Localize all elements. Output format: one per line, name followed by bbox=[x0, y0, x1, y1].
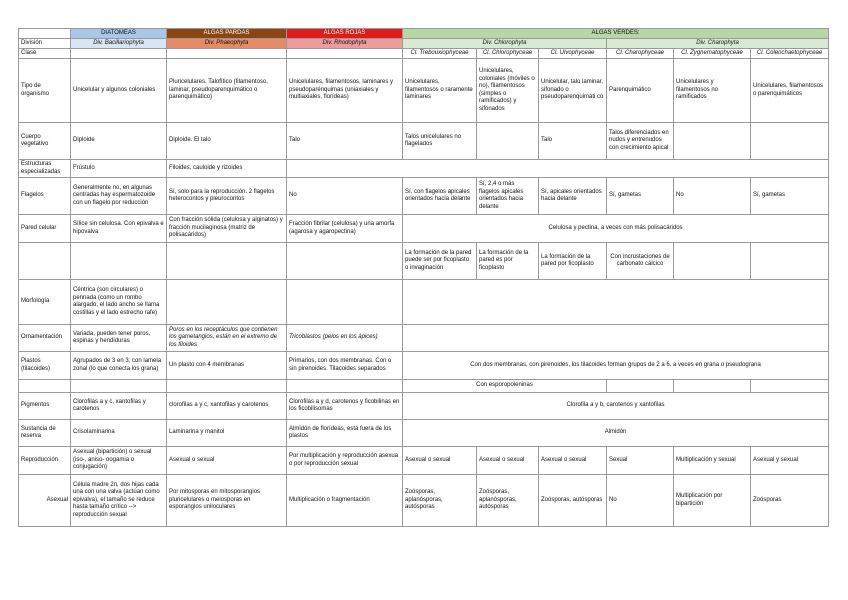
row-label-reserva: Sustancia de reserva bbox=[19, 420, 71, 447]
row-label-clase: Clase bbox=[19, 49, 71, 59]
flagelos-charophyceae: Sí, gametas bbox=[607, 178, 674, 215]
cuerpo-charophyceae: Talos diferenciados en nudos y entrenudos con crecimiento apical bbox=[607, 123, 674, 160]
pared-row bbox=[19, 215, 829, 243]
flagelos-ulvophyceae: Sí, apicales orientados hacia delante bbox=[539, 178, 607, 215]
flagelos-trebouxiophyceae: Sí, con flagelos apicales orientados hacia delante bbox=[403, 178, 477, 215]
algae-comparison-table bbox=[18, 28, 829, 527]
reproduccion-charophyceae: Sexual bbox=[607, 447, 674, 475]
division-charophyta: Div. Charophyta bbox=[607, 39, 829, 49]
header-algas-pardas: ALGAS PARDAS bbox=[167, 29, 287, 39]
clase-coleochaetophyceae: Cl. Coleochaetophyceae bbox=[751, 49, 829, 59]
pigmentos-verdes: Clorofila a y b, carotenos y xantofilas bbox=[403, 393, 829, 420]
row-label-flagelos: Flagelos bbox=[19, 178, 71, 215]
row-label-asexual: Asexual bbox=[19, 475, 71, 527]
cuerpo-coleochaetophyceae bbox=[751, 123, 829, 160]
asexual-trebouxiophyceae: Zoósporas, aplanósporas, autósporas bbox=[403, 475, 477, 527]
reproduccion-row bbox=[19, 447, 829, 475]
pared-rojas: Fracción fibrilar (celulosa) y una amorfa (agarosa y agaropectina) bbox=[287, 215, 403, 243]
pigmentos-row bbox=[19, 393, 829, 420]
clase-rojas bbox=[287, 49, 403, 59]
pigmentos-rojas: Clorofilas a y d, carotenos y ficobilinas en los ficobilisomas bbox=[287, 393, 403, 420]
tipo-diatomeas: Unicelular y algunos coloniales bbox=[71, 59, 167, 123]
reserva-row bbox=[19, 420, 829, 447]
estructuras-diatomeas: Frústulo bbox=[71, 160, 167, 178]
morfologia-verdes bbox=[403, 280, 829, 325]
flagelos-diatomeas: Generalmente no, en algunas centradas hay espermatozoide con un flagelo por reducción bbox=[71, 178, 167, 215]
asexual-row bbox=[19, 475, 829, 527]
asexual-pardas: Por mitosporas en mitosporangios pluricelulares o meiosporas en esporangios uniloculares bbox=[167, 475, 287, 527]
row-label-ornamentacion: Ornamentación bbox=[19, 325, 71, 352]
asexual-ulvophyceae: Zoósporas, autósporas bbox=[539, 475, 607, 527]
asexual-coleochaetophyceae: Zoósporas bbox=[751, 475, 829, 527]
morfologia-diatomeas: Céntrica (son circulares) o pennada (como un rombo alargado, el lado ancho se llama costillas y el lado estrecho rafe) bbox=[71, 280, 167, 325]
division-pardas: Div. Phaeophyta bbox=[167, 39, 287, 49]
clase-trebouxiophyceae: Cl. Trebouxiophyceae bbox=[403, 49, 477, 59]
ornamentacion-rojas: Tricoblastos (pelos en los ápices) bbox=[287, 325, 403, 352]
group-header-row bbox=[19, 29, 829, 39]
clase-chlorophyceae: Cl. Chlorophyceae bbox=[477, 49, 539, 59]
row-label-reproduccion: Reproducción bbox=[19, 447, 71, 475]
clase-charophyceae: Cl. Charophyceae bbox=[607, 49, 674, 59]
reproduccion-diatomeas: Asexual (bipartición) o sexual (iso-, aniso- oogamia o conjugación) bbox=[71, 447, 167, 475]
esporopoleninas-label bbox=[19, 380, 71, 393]
plastos-rojas: Primarios, con dos membranas. Con o sin pirenoides. Tilacoides separados bbox=[287, 352, 403, 380]
reserva-diatomeas: Crisolaminarina bbox=[71, 420, 167, 447]
cuerpo-zygnematophyceae bbox=[674, 123, 751, 160]
pared-extra-coleochaetophyceae bbox=[751, 243, 829, 280]
pigmentos-diatomeas: Clorofilas a y c, xantofilas y carotenos bbox=[71, 393, 167, 420]
flagelos-rojas: No bbox=[287, 178, 403, 215]
ornamentacion-pardas: Poros en los receptáculos que contienen los gametangios, están en el extremo de los filoides bbox=[167, 325, 287, 352]
flagelos-pardas: Sí, solo para la reproducción. 2 flagelos heterocontos y pleurocontos bbox=[167, 178, 287, 215]
clase-ulvophyceae: Cl. Ulvophyceae bbox=[539, 49, 607, 59]
row-label-morfologia: Morfología bbox=[19, 280, 71, 325]
estructuras-pardas: Filoides, cauloide y rizoides bbox=[167, 160, 287, 178]
cuerpo-row bbox=[19, 123, 829, 160]
tipo-pardas: Pluricelulares. Talofítico (filamentoso, laminar, pseudoparenquimático o parenquimático) bbox=[167, 59, 287, 123]
tipo-rojas: Unicelulares, filamentosos, laminares y pseudoparénquimas (uniaxiales y multiaxiales, florídeas) bbox=[287, 59, 403, 123]
reproduccion-rojas: Por multiplicación y reproducción asexua o por reproducción sexual bbox=[287, 447, 403, 475]
tipo-coleochaetophyceae: Unicelulares, filamentosos o parenquimáticos bbox=[751, 59, 829, 123]
plastos-diatomeas: Agrupados de 3 en 3, con lamela zonal (lo que conecta los grana) bbox=[71, 352, 167, 380]
cuerpo-diatomeas: Diploide bbox=[71, 123, 167, 160]
pared-extra-pardas bbox=[167, 243, 287, 280]
row-label-estructuras: Estructuras especializadas bbox=[19, 160, 71, 178]
esporopoleninas-rojas bbox=[287, 380, 403, 393]
division-rojas: Div. Rhodophyta bbox=[287, 39, 403, 49]
esporopoleninas-zygnematophyceae bbox=[674, 380, 751, 393]
pared-verdes: Celulosa y pectina, a veces con más polisacáridos bbox=[403, 215, 829, 243]
flagelos-coleochaetophyceae: Sí, gametas bbox=[751, 178, 829, 215]
esporopoleninas-diatomeas bbox=[71, 380, 167, 393]
corner-cell bbox=[19, 29, 71, 39]
asexual-chlorophyceae: Zoósporas, aplanósporas, autósporas bbox=[477, 475, 539, 527]
esporopoleninas-chlorophyta: Con esporopoleninas bbox=[403, 380, 607, 393]
pared-extra-zygnematophyceae bbox=[674, 243, 751, 280]
reserva-pardas: Laminarina y manitol bbox=[167, 420, 287, 447]
esporopoleninas-pardas bbox=[167, 380, 287, 393]
row-label-tipo: Tipo de organismo bbox=[19, 59, 71, 123]
reserva-rojas: Almidón de florídeas, está fuera de los plastos bbox=[287, 420, 403, 447]
cuerpo-chlorophyceae bbox=[477, 123, 539, 160]
pared-extra-label bbox=[19, 243, 71, 280]
ornamentacion-diatomeas: Variada, pueden tener poros, espinas y hendiduras bbox=[71, 325, 167, 352]
estructuras-row bbox=[19, 160, 829, 178]
reproduccion-coleochaetophyceae: Asexual y sexual bbox=[751, 447, 829, 475]
pared-extra-charophyceae: Con incrustaciones de carbonato cálcico bbox=[607, 243, 674, 280]
pared-extra-chlorophyceae: La formación de la pared es por ficoplasto bbox=[477, 243, 539, 280]
asexual-zygnematophyceae: Multiplicación por bipartición bbox=[674, 475, 751, 527]
division-diatomeas: Div. Bacillariophyta bbox=[71, 39, 167, 49]
row-label-plastos: Plastos (tilacoides) bbox=[19, 352, 71, 380]
pared-extra-trebouxiophyceae: La formación de la pared puede ser por ficoplasto o invaginación bbox=[403, 243, 477, 280]
flagelos-zygnematophyceae: No bbox=[674, 178, 751, 215]
esporopoleninas-row bbox=[19, 380, 829, 393]
asexual-rojas: Multiplicación o fragmentación bbox=[287, 475, 403, 527]
reproduccion-ulvophyceae: Asexual o sexual bbox=[539, 447, 607, 475]
ornamentacion-row bbox=[19, 325, 829, 352]
division-chlorophyta: Div. Chlorophyta bbox=[403, 39, 607, 49]
esporopoleninas-coleochaetophyceae bbox=[751, 380, 829, 393]
tipo-charophyceae: Parenquimático bbox=[607, 59, 674, 123]
cuerpo-ulvophyceae: Talo bbox=[539, 123, 607, 160]
clase-diatomeas bbox=[71, 49, 167, 59]
tipo-zygnematophyceae: Unicelulares y filamentosos no ramificados bbox=[674, 59, 751, 123]
tipo-ulvophyceae: Unicelular, talo laminar, sifonado o pseudoparenquimáti co bbox=[539, 59, 607, 123]
reserva-verdes: Almidón bbox=[403, 420, 829, 447]
morfologia-row bbox=[19, 280, 829, 325]
pared-extra-rojas bbox=[287, 243, 403, 280]
row-label-division: División bbox=[19, 39, 71, 49]
asexual-charophyceae: No bbox=[607, 475, 674, 527]
row-label-pigmentos: Pigmentos bbox=[19, 393, 71, 420]
tipo-chlorophyceae: Unicelulares, coloniales (móviles o no), filamentosos (simples o ramificados) y sifonados bbox=[477, 59, 539, 123]
cuerpo-trebouxiophyceae: Talos unicelulares no flagelados bbox=[403, 123, 477, 160]
estructuras-rest bbox=[287, 160, 829, 178]
pigmentos-pardas: clorofilas a y c, xantofilas y carotenos bbox=[167, 393, 287, 420]
tipo-trebouxiophyceae: Unicelulares, filamentosos o raramente laminares bbox=[403, 59, 477, 123]
header-diatomeas: DIATOMEAS bbox=[71, 29, 167, 39]
morfologia-rojas bbox=[287, 280, 403, 325]
reproduccion-zygnematophyceae: Multiplicación y sexual bbox=[674, 447, 751, 475]
reproduccion-trebouxiophyceae: Asexual o sexual bbox=[403, 447, 477, 475]
comparison-sheet bbox=[18, 28, 828, 527]
header-algas-verdes: ALGAS VERDES: bbox=[403, 29, 829, 39]
header-algas-rojas: ALGAS ROJAS bbox=[287, 29, 403, 39]
cuerpo-rojas: Talo bbox=[287, 123, 403, 160]
clase-pardas bbox=[167, 49, 287, 59]
pared-extra-ulvophyceae: La formación de la pared por ficoplasto bbox=[539, 243, 607, 280]
pared-extra-row bbox=[19, 243, 829, 280]
reproduccion-pardas: Asexual o sexual bbox=[167, 447, 287, 475]
row-label-cuerpo: Cuerpo vegetativo bbox=[19, 123, 71, 160]
division-row bbox=[19, 39, 829, 49]
clase-zygnematophyceae: Cl. Zygnematophyceae bbox=[674, 49, 751, 59]
clase-row bbox=[19, 49, 829, 59]
row-label-pared: Pared celular bbox=[19, 215, 71, 243]
ornamentacion-verdes bbox=[403, 325, 829, 352]
tipo-row bbox=[19, 59, 829, 123]
morfologia-pardas bbox=[167, 280, 287, 325]
flagelos-chlorophyceae: Sí, 2,4 o más flagelos apicales orientados hacia delante bbox=[477, 178, 539, 215]
pared-diatomeas: Sílice sin celulosa. Con epivalva e hipovalva bbox=[71, 215, 167, 243]
esporopoleninas-charophyceae bbox=[607, 380, 674, 393]
pared-extra-diatomeas bbox=[71, 243, 167, 280]
flagelos-row bbox=[19, 178, 829, 215]
plastos-row bbox=[19, 352, 829, 380]
asexual-diatomeas: Célula madre 2n, dos hijas cada una con una valva (actúan como epivalva), el tamaño se reduce hasta tamaño crítico --> reproducción sexual bbox=[71, 475, 167, 527]
cuerpo-pardas: Diploide. El talo bbox=[167, 123, 287, 160]
plastos-verdes: Con dos membranas, con pirenoides, los tilacoides forman grupos de 2 a 6, a veces en grana o pseudograna bbox=[403, 352, 829, 380]
plastos-pardas: Un plasto con 4 membranas bbox=[167, 352, 287, 380]
reproduccion-chlorophyceae: Asexual o sexual bbox=[477, 447, 539, 475]
pared-pardas: Con fracción sólida (celulosa y alginatos) y fracción mucilaginosa (matriz de polisacáridos) bbox=[167, 215, 287, 243]
